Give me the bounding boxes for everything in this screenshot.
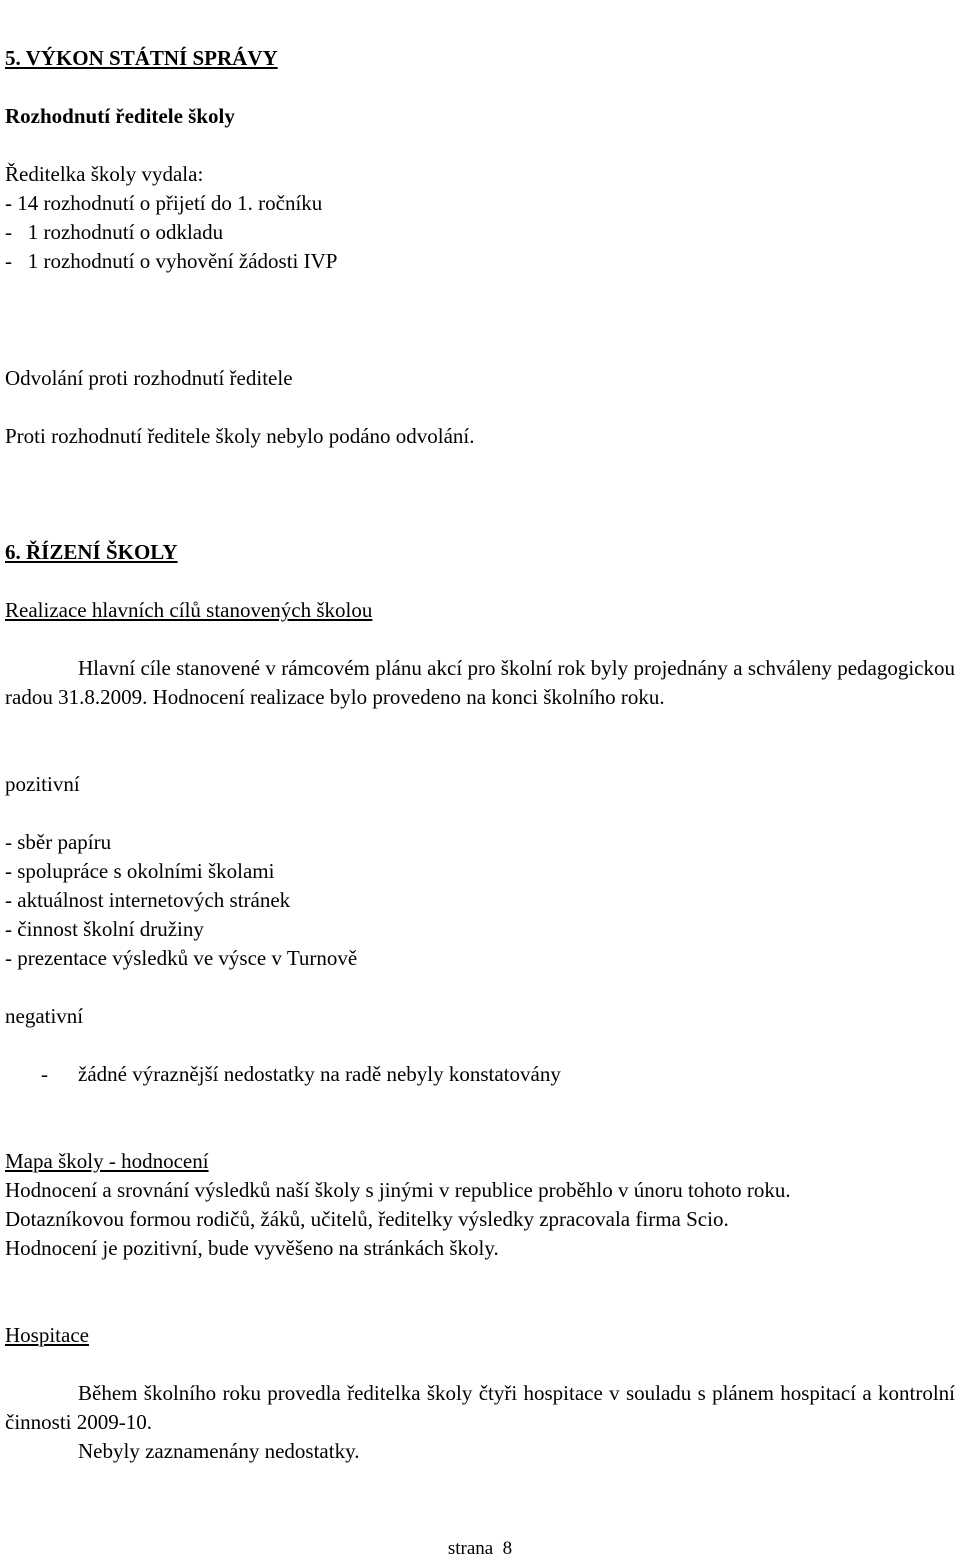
- hospitace-title: Hospitace: [5, 1323, 89, 1347]
- text-line: Dotazníkovou formou rodičů, žáků, učitelů, ředitelky výsledky zpracovala firma Scio.: [5, 1207, 729, 1231]
- list-item: - 1 rozhodnutí o vyhovění žádosti IVP: [5, 249, 338, 273]
- list-item: - 1 rozhodnutí o odkladu: [5, 220, 224, 244]
- negative-list: [5, 1060, 955, 1089]
- page-number: strana 8: [447, 1538, 513, 1559]
- appeal-text: Proti rozhodnutí ředitele školy nebylo podáno odvolání.: [5, 424, 475, 448]
- list-item: žádné výraznější nedostatky na radě nebyly konstatovány: [78, 1062, 561, 1086]
- goals-text: Hlavní cíle stanovené v rámcovém plánu akcí pro školní rok byly projednány a schváleny pedagogickou radou 31.8.2009. Hodnocení realizace bylo provedeno na konci školního roku.: [5, 656, 955, 709]
- positive-list: [5, 828, 955, 973]
- issued-intro: Ředitelka školy vydala:: [5, 162, 204, 186]
- decisions-title: Rozhodnutí ředitele školy: [5, 104, 235, 128]
- list-item: - činnost školní družiny: [5, 917, 204, 941]
- text-line: Hodnocení je pozitivní, bude vyvěšeno na stránkách školy.: [5, 1236, 499, 1260]
- issued-list: [5, 189, 955, 276]
- section-6-heading: 6. ŘÍZENÍ ŠKOLY: [5, 540, 178, 564]
- map-title: Mapa školy - hodnocení: [5, 1149, 209, 1173]
- negative-label: negativní: [5, 1004, 84, 1028]
- appeal-title: Odvolání proti rozhodnutí ředitele: [5, 366, 293, 390]
- positive-label: pozitivní: [5, 772, 80, 796]
- goals-title: Realizace hlavních cílů stanovených školou: [5, 598, 373, 622]
- list-item: - aktuálnost internetových stránek: [5, 888, 291, 912]
- hospitace-text-2: Nebyly zaznamenány nedostatky.: [78, 1439, 360, 1463]
- map-text: [5, 1176, 955, 1263]
- hospitace-text: Během školního roku provedla ředitelka školy čtyři hospitace v souladu s plánem hospitací a kontrolní činnosti 2009-10.: [5, 1381, 955, 1434]
- text-line: Hodnocení a srovnání výsledků naší školy s jinými v republice proběhlo v únoru tohoto roku.: [5, 1178, 791, 1202]
- list-item: - sběr papíru: [5, 830, 112, 854]
- list-item: - 14 rozhodnutí o přijetí do 1. ročníku: [5, 191, 323, 215]
- section-5-heading: 5. VÝKON STÁTNÍ SPRÁVY: [5, 46, 278, 70]
- list-item: - prezentace výsledků ve výsce v Turnově: [5, 946, 358, 970]
- list-item: - spolupráce s okolními školami: [5, 859, 275, 883]
- list-dash: -: [41, 1062, 48, 1086]
